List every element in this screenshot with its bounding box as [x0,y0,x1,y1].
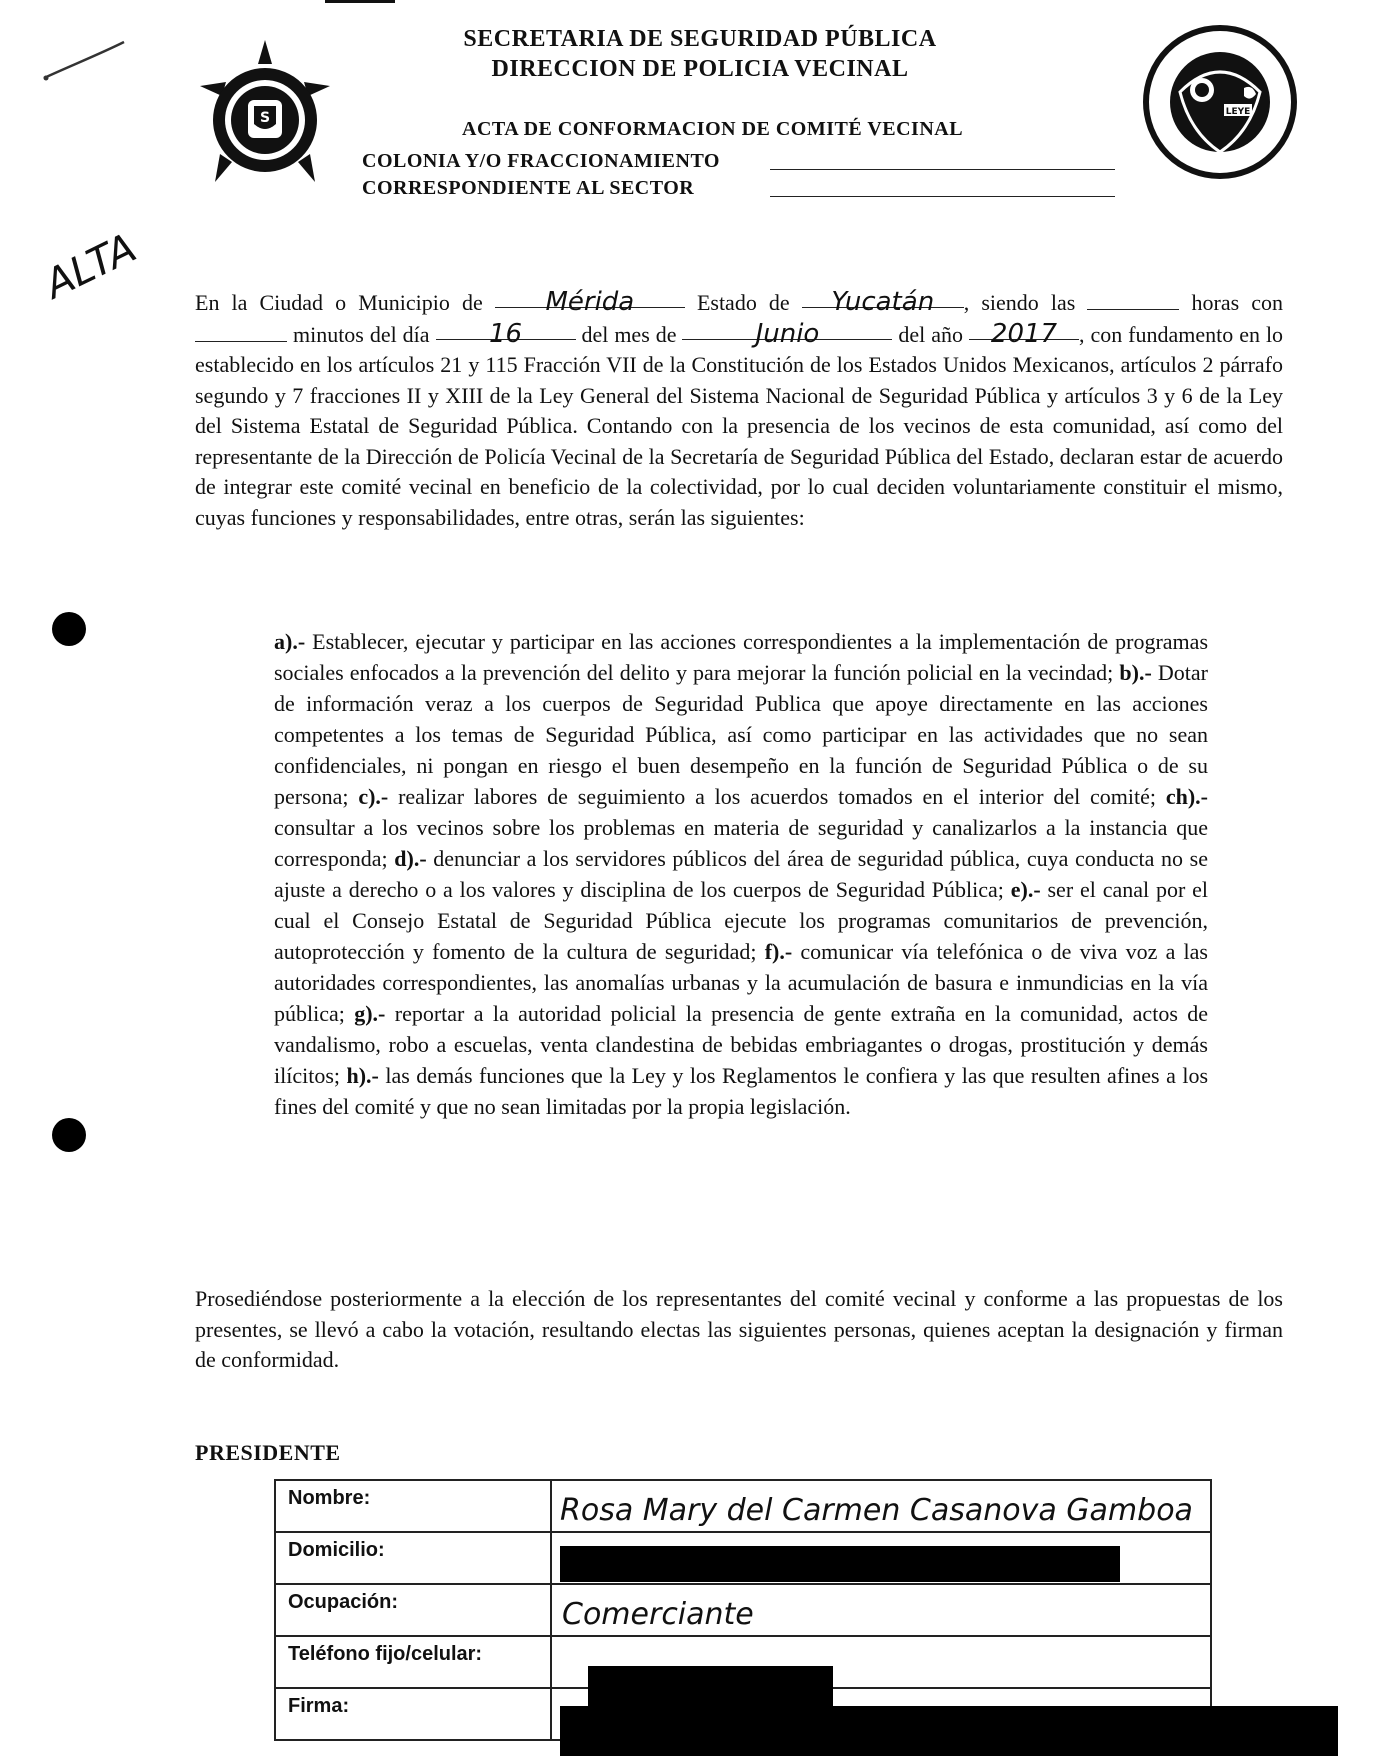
state-field [802,287,964,317]
intro-text-8: , con fundamento en lo establecido en los artículos 21 y 115 Fracción VII de la Constitución de los Estados Unidos Mexicanos, artículos 2 párrafo segundo y 7 fracciones II y XIII de la Ley General del Sistema Nacional de Seguridad Pública y artículos 3 y 6 de la Ley del Sistema Estatal de Seguridad Pública. Contando con la presencia de los vecinos de esta comunidad, así como del representante de la Dirección de Policía Vecinal de la Secretaría de Seguridad Pública del Estado, declaran estar de acuerdo de integrar este comité vecinal en beneficio de la colectividad, por lo cual deciden voluntariamente constituir el mismo, cuyas funciones y responsabilidades, entre otras, serán las siguientes: [195,321,1284,530]
punch-hole [52,612,86,646]
function-text: denunciar a los servidores públicos del área de seguridad pública, cuya conducta no se ajuste a derecho o a los valores y disciplina de los cuerpos de Seguridad Pública; [274,846,1208,902]
intro-text-2: Estado de [696,290,790,315]
intro-paragraph [195,287,1283,533]
left-seal-icon [190,34,340,194]
month-value: Junio [755,318,820,349]
sector-label: CORRESPONDIENTE AL SECTOR [362,177,695,199]
right-seal-badge-text: LEYE [1225,107,1251,117]
top-rule [325,0,395,3]
svg-text:S: S [259,110,271,126]
month-field [682,318,892,349]
signature-label: Firma: [275,1688,551,1740]
occupation-value-text: Comerciante [562,1597,754,1632]
right-seal-icon [1140,22,1300,182]
header-title-line2: DIRECCION DE POLICIA VECINAL [491,56,909,82]
day-value: 16 [488,318,523,349]
occupation-label: Ocupación: [275,1584,551,1636]
year-value: 2017 [990,318,1058,349]
closing-paragraph: Prosediéndose posteriormente a la elección de los representantes del comité vecinal y conforme a las propuestas de los presentes, se llevó a cabo la votación, resultando electas las siguientes personas, quienes aceptan la designación y firman de conformidad. [195,1286,1283,1372]
function-label: a).- [274,629,306,654]
signature-redaction [560,1706,1338,1756]
city-value: Mérida [545,287,635,317]
address-redaction [560,1546,1120,1582]
colonia-label: COLONIA Y/O FRACCIONAMIENTO [362,150,720,172]
function-label: b).- [1119,660,1152,685]
header-title-line1: SECRETARIA DE SEGURIDAD PÚBLICA [463,26,937,52]
phone-label: Teléfono fijo/celular: [275,1636,551,1688]
address-label: Domicilio: [275,1532,551,1584]
name-value-text: Rosa Mary del Carmen Casanova Gamboa [560,1493,1193,1528]
functions-list [274,626,1208,1122]
punch-hole [52,1118,86,1152]
year-field [969,318,1079,349]
function-label: e).- [1010,877,1041,902]
state-value: Yucatán [831,287,935,317]
margin-note-alta: ALTA [37,224,144,308]
function-text: Establecer, ejecutar y participar en las acciones correspondientes a la implementación de programas sociales enfocados a la prevención del delito y para mejorar la función policial en la vecindad; [274,629,1208,685]
function-label: ch).- [1165,784,1208,809]
form-row-name [275,1480,1211,1532]
function-label: c).- [358,784,389,809]
function-text: Dotar de información veraz a los cuerpos de Seguridad Publica que apoye directamente en las acciones competentes a los temas de Seguridad Pública, así como participar en las actividades que no sean confidenciales, ni pongan en riesgo el buen desempeño en la función de Seguridad Pública o de su persona; [274,660,1208,809]
hour-field [1087,289,1179,310]
act-title: ACTA DE CONFORMACION DE COMITÉ VECINAL [462,118,964,140]
president-heading: PRESIDENTE [195,1440,341,1465]
function-text: las demás funciones que la Ley y los Reglamentos le confiera y las que resulten afines a los fines del comité y que no sean limitadas por la propia legislación. [274,1063,1209,1119]
sector-blank-line [770,195,1115,197]
day-field [436,318,576,349]
occupation-value [551,1584,1211,1636]
intro-text-6: del mes de [581,321,677,347]
function-text: reportar a la autoridad policial la presencia de gente extraña en la comunidad, actos de vandalismo, robo a escuelas, venta clandestina de bebidas embriagantes o drogas, prostitución y demás ilícitos; [274,1001,1208,1088]
intro-text-3: , siendo las [963,290,1076,315]
city-field [495,287,685,317]
minutes-field [195,321,287,342]
function-label: h).- [346,1063,379,1088]
name-label: Nombre: [275,1480,551,1532]
colonia-blank-line [770,168,1115,170]
function-label: f).- [764,939,793,964]
function-label: d).- [394,846,427,871]
form-row-occupation [275,1584,1211,1636]
function-text: comunicar vía telefónica o de viva voz a las autoridades correspondientes, las anomalías urbanas y la acumulación de basura e inmundicias en la vía pública; [274,939,1208,1026]
function-text: consultar a los vecinos sobre los problemas en materia de seguridad y canalizarlos a la instancia que corresponda; [274,815,1208,871]
name-value [551,1480,1211,1532]
function-label: g).- [354,1001,386,1026]
phone-redaction [588,1666,833,1706]
intro-text-5: minutos del día [292,321,430,347]
pen-mark [40,36,130,86]
intro-text-1: En la Ciudad o Municipio de [195,290,483,315]
intro-text-7: del año [898,321,964,347]
function-text: realizar labores de seguimiento a los acuerdos tomados en el interior del comité; [388,784,1166,809]
intro-text-4: horas con [1191,290,1284,315]
function-text: ser el canal por el cual el Consejo Estatal de Seguridad Pública ejecute los programas comunitarios de prevención, autoprotección y fomento de la cultura de seguridad; [274,877,1208,964]
